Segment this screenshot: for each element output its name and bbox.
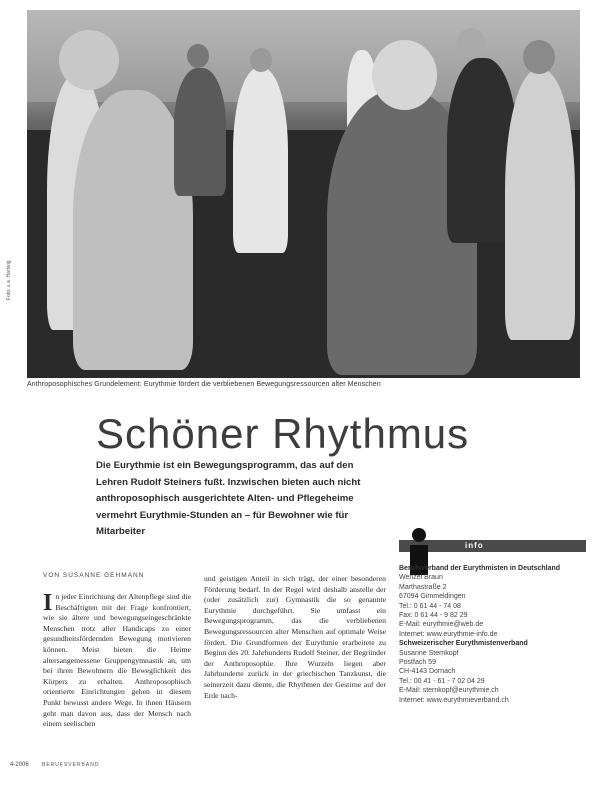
- article-lead: Die Eurythmie ist ein Bewegungsprogramm, das auf den Lehren Rudolf Steiners fußt. Inzwischen bieten auch nicht anthroposophisch ausgerichtete Alten- und Pflegeheime vermehrt Eurythmie-Stunden an – für Bewohner wie für Mitarbeiter: [96, 460, 361, 537]
- article-title: Schöner Rhythmus: [96, 410, 470, 457]
- info-box: [399, 538, 586, 704]
- article-column-1-text: n jeder Einrichtung der Altenpflege sind die Beschäftigten mit der Frage konfrontiert, wie sie ältere und bewegungseingeschränkte Menschen trotz aller Handicaps zu einer gesundheitsfördernden Bewegung motivieren können. Meist bieten die Heime altersangemessene Gruppengymnastik an, um bei ihren Bewohnern die Beweglichkeit des Körpers zu erhalten. Anthroposophisch orientierte Einrichtungen gehen in diesem Punkt bewusst andere Wege. In ihnen Häusern geht man davon aus, dass der Mensch nach einem seelischen: [43, 592, 191, 729]
- dancer-head: [372, 40, 437, 110]
- info-contacts: [399, 564, 586, 705]
- article-author: VON SUSANNE GEHMANN: [43, 572, 145, 579]
- info-org1-name: Berufsverband der Eurythmisten in Deutschland: [399, 565, 561, 572]
- info-org2-line: Susanne Sternkopf: [399, 649, 459, 657]
- info-org2-line: Tel.: 00 41 - 61 - 7 02 04 29: [399, 677, 485, 685]
- article-column-2: und geistigen Anteil in sich trägt, der einer besonderen Förderung bedarf. In der Regel wird deshalb anstelle der (oder zusätzlich zur) Gymnastik die so genannte Eurythmie durchgeführt. Sie umfasst ein Bewegungsprogramm, das die verbliebenen Bewegungsressourcen alter Menschen auf optimale Weise fördert. Die Grundformen der Eurythmie erarbeitete zu Beginn des 20. Jahrhunderts Rudolf Steiner, der Begründer der Anthroposophie. Ihre Wurzeln liegen aber Jahrhunderte zurück in der griechischen Tanzkunst, die seinerzeit dazu diente, die Rhythmen der Gestirne auf der Erde nach-: [204, 574, 386, 700]
- page-number: 4-2006: [10, 762, 29, 768]
- info-org1-line: 67094 Gimmeldingen: [399, 593, 466, 601]
- info-org1-line: Wenzel Braun: [399, 574, 443, 582]
- info-org2-line: CH-4143 Dornach: [399, 668, 456, 676]
- footer-stamp: BERUFSVERBAND: [42, 762, 100, 768]
- photo-caption: Anthroposophisches Grundelement: Eurythmie fördert die verbliebenen Bewegungsressourcen alter Menschen: [27, 381, 381, 388]
- info-org2-line: Postfach 59: [399, 659, 436, 667]
- info-label: info: [465, 541, 484, 550]
- dancer-head: [59, 30, 119, 90]
- dancer-figure: [505, 70, 575, 340]
- info-org1-line: Tel.: 0 61 44 - 74 08: [399, 602, 461, 610]
- info-org2-line: E-Mail: sternkopf@eurythmie.ch: [399, 687, 499, 695]
- dancer-head: [523, 40, 555, 74]
- dancer-figure: [174, 68, 226, 196]
- info-org1-line: Internet: www.eurythmie-info.de: [399, 630, 498, 638]
- info-org1-line: Marthastraße 2: [399, 583, 447, 591]
- info-org1-line: Fax: 0 61 44 - 9 82 29: [399, 612, 468, 620]
- info-org2-line: Internet: www.eurythmieverband.ch: [399, 696, 509, 704]
- drop-cap: I: [43, 590, 53, 616]
- dancer-head: [457, 28, 485, 58]
- dancer-head: [187, 44, 209, 68]
- info-org1-line: E-Mail: eurythmie@web.de: [399, 621, 484, 629]
- article-column-1: [43, 592, 191, 730]
- dancer-figure: [233, 68, 288, 253]
- photo-credit: Foto: u.a. Hartwig: [6, 260, 12, 300]
- info-org2-name: Schweizerischer Eurythmistenverband: [399, 640, 528, 648]
- dancer-head: [250, 48, 272, 72]
- article-photo: [27, 10, 580, 378]
